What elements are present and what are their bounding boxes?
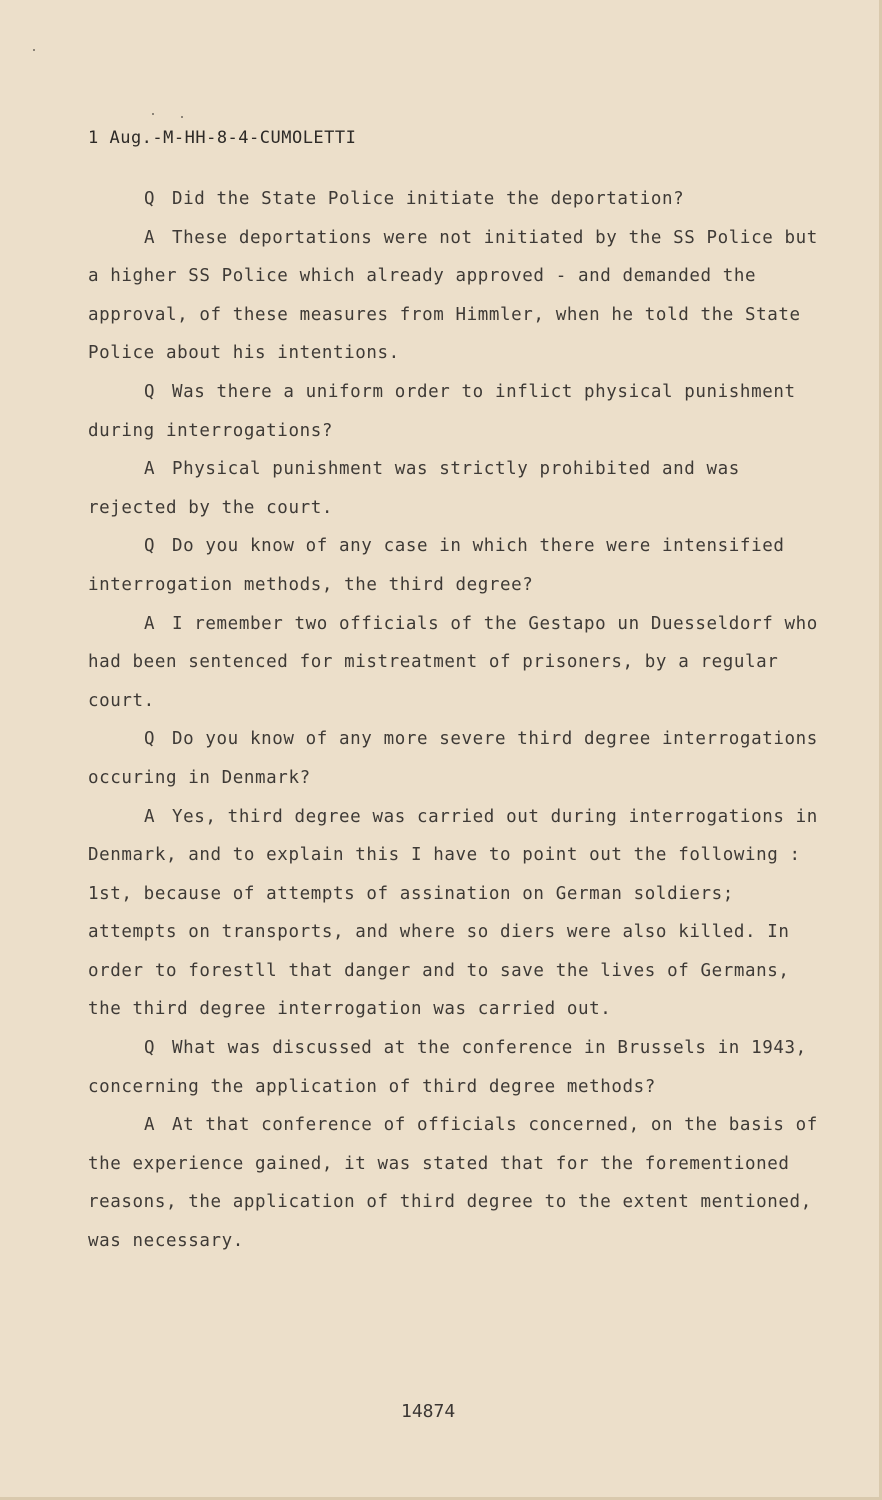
paragraph-text: Was there a uniform order to inflict physical punishment during interrogations?	[88, 381, 796, 441]
question-paragraph	[88, 1029, 823, 1106]
question-paragraph	[88, 373, 823, 450]
paragraph-text: These deportations were not initiated by the SS Police but a higher SS Police which already approved - and demanded the approval, of these measures from Himmler, when he told the State Police about his intentions.	[88, 227, 818, 364]
speaker-label: Q	[144, 1038, 156, 1059]
paragraph-text: What was discussed at the conference in Brussels in 1943, concerning the application of third degree methods?	[88, 1038, 807, 1097]
page-number: 14874	[401, 1401, 456, 1422]
paragraph-text: Physical punishment was strictly prohibited and was rejected by the court.	[88, 459, 740, 518]
answer-paragraph	[88, 450, 823, 527]
paragraph-text: Do you know of any case in which there were intensified interrogation methods, the third degree?	[88, 536, 785, 595]
ink-speck	[33, 49, 35, 51]
speaker-label: A	[144, 227, 156, 248]
speaker-label: A	[144, 613, 156, 634]
question-paragraph	[88, 527, 823, 604]
paragraph-text: I remember two officials of the Gestapo un Duesseldorf who had been sentenced for mistreatment of prisoners, by a regular court.	[88, 613, 818, 711]
question-paragraph	[88, 180, 823, 219]
interrogation-transcript	[88, 180, 823, 1261]
speaker-label: A	[144, 459, 156, 480]
answer-paragraph	[88, 798, 823, 1030]
speaker-label: Q	[144, 536, 156, 557]
ink-speck	[152, 113, 154, 115]
question-paragraph	[88, 720, 823, 797]
answer-paragraph	[88, 1106, 823, 1260]
paragraph-text: Did the State Police initiate the deportation?	[172, 189, 685, 209]
speaker-label: Q	[144, 381, 156, 402]
paragraph-text: Yes, third degree was carried out during interrogations in Denmark, and to explain this I have to point out the following : 1st, because of attempts of assination on German soldiers; attempts on transports, and where so diers were also killed. In order to forestll that danger and to save the lives of Germans, the third degree interrogation was carried out.	[88, 806, 818, 1020]
speaker-label: A	[144, 1115, 156, 1136]
speaker-label: Q	[144, 189, 156, 209]
paragraph-text: At that conference of officials concerned, on the basis of the experience gained, it was stated that for the forementioned reasons, the application of third degree to the extent mentioned, was necessary.	[88, 1115, 818, 1252]
ink-speck	[181, 116, 183, 118]
paragraph-text: Do you know of any more severe third degree interrogations occuring in Denmark?	[88, 729, 818, 788]
answer-paragraph	[88, 605, 823, 721]
answer-paragraph	[88, 219, 823, 373]
speaker-label: A	[144, 806, 156, 827]
document-header: 1 Aug.-M-HH-8-4-CUMOLETTI	[88, 128, 357, 148]
speaker-label: Q	[144, 729, 156, 750]
